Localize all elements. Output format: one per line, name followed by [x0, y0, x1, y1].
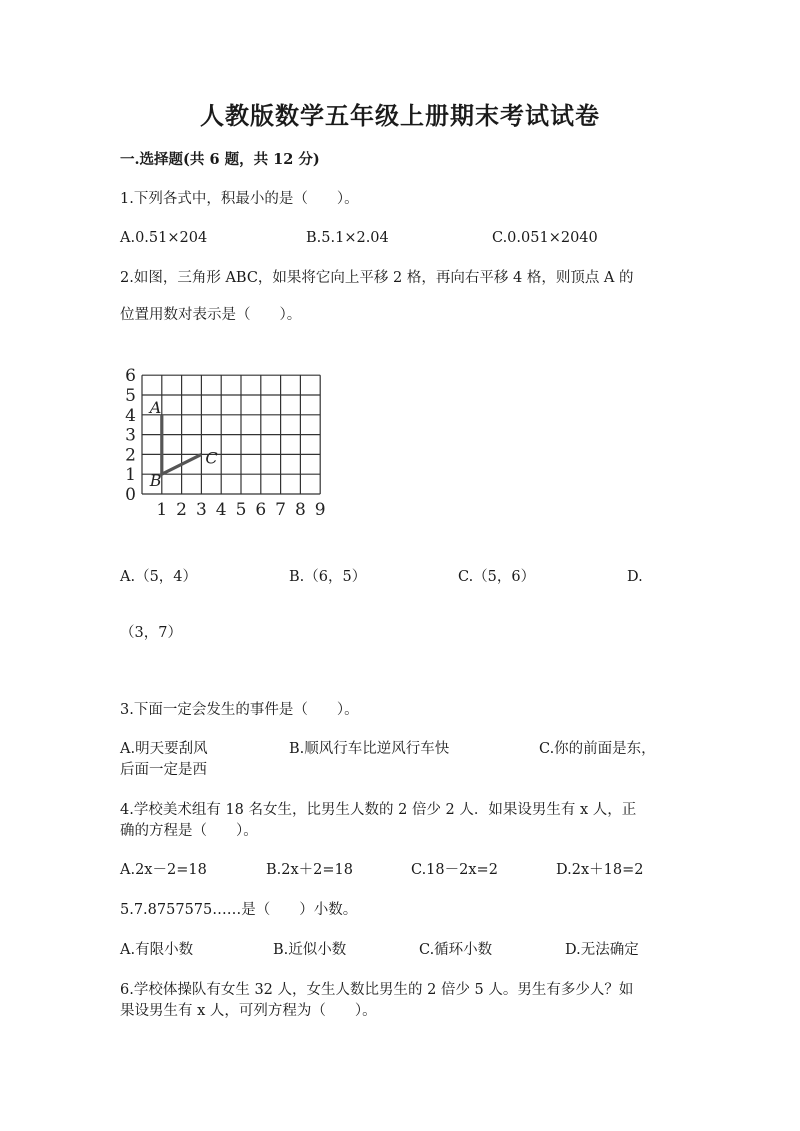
x-tick-label: 6	[255, 500, 267, 520]
q2-option-d-value: （3，7）	[120, 625, 182, 641]
y-tick-label: 2	[125, 445, 136, 466]
question-6-stem-line-1: 6.学校体操队有女生 32 人，女生人数比男生的 2 倍少 5 人。男生有多少人？如	[120, 982, 634, 998]
x-tick-label: 1	[156, 500, 168, 520]
q1-option-a: A.0.51×204	[120, 230, 208, 246]
y-tick-label: 5	[125, 386, 136, 406]
x-tick-label: 5	[235, 500, 247, 520]
y-tick-label: 1	[125, 465, 136, 486]
q1-option-c: C.0.051×2040	[492, 230, 598, 246]
coordinate-grid-figure	[120, 358, 326, 523]
x-tick-label: 7	[275, 500, 287, 520]
question-6-stem-line-2: 果设男生有 x 人，可列方程为（ ）。	[120, 1003, 377, 1019]
question-2-stem-line-2: 位置用数对表示是（ ）。	[120, 307, 302, 323]
question-4-stem-line-1: 4.学校美术组有 18 名女生，比男生人数的 2 倍少 2 人．如果设男生有 x 人，正	[120, 802, 637, 818]
question-2-stem-line-1: 2.如图，三角形 ABC，如果将它向上平移 2 格，再向右平移 4 格，则顶点 A 的	[120, 270, 634, 286]
q3-option-c: C.你的前面是东，	[539, 741, 656, 757]
question-1-stem: 1.下列各式中，积最小的是（ ）。	[120, 191, 359, 207]
vertex-label-b: B	[149, 471, 162, 491]
x-tick-label: 3	[195, 500, 207, 520]
x-tick-label: 4	[215, 500, 227, 520]
q4-option-d: D.2x＋18=2	[556, 862, 644, 878]
q1-option-b: B.5.1×2.04	[306, 230, 389, 246]
y-tick-label: 3	[125, 425, 136, 446]
q4-option-c: C.18－2x=2	[411, 862, 498, 878]
q5-option-b: B.近似小数	[273, 942, 347, 958]
question-5-stem: 5.7.8757575……是（ ）小数。	[120, 902, 358, 918]
vertex-label-a: A	[149, 397, 162, 417]
y-tick-label: 4	[125, 405, 136, 426]
y-tick-label: 6	[125, 366, 136, 387]
q2-option-a: A.（5，4）	[120, 569, 198, 585]
q3-option-c-continued: 后面一定是西	[120, 762, 207, 778]
section-heading: 一.选择题(共 6 题，共 12 分)	[120, 151, 320, 168]
y-tick-label: 0	[125, 485, 136, 505]
question-3-stem: 3.下面一定会发生的事件是（ ）。	[120, 702, 359, 718]
page-title: 人教版数学五年级上册期末考试试卷	[200, 101, 600, 130]
q2-option-c: C.（5，6）	[458, 569, 536, 585]
x-tick-label: 2	[176, 500, 188, 520]
x-tick-label: 9	[314, 500, 326, 520]
q5-option-a: A.有限小数	[120, 942, 194, 958]
q5-option-c: C.循环小数	[419, 942, 493, 958]
q4-option-b: B.2x＋2=18	[266, 862, 353, 878]
q4-option-a: A.2x－2=18	[120, 862, 207, 878]
vertex-label-c: C	[205, 448, 218, 468]
q2-option-d: D.	[627, 569, 643, 585]
q5-option-d: D.无法确定	[565, 942, 639, 958]
question-4-stem-line-2: 确的方程是（ ）。	[120, 823, 258, 839]
q2-option-b: B.（6，5）	[289, 569, 367, 585]
x-tick-label: 8	[294, 500, 306, 520]
q3-option-a: A.明天要刮风	[120, 741, 208, 757]
q3-option-b: B.顺风行车比逆风行车快	[289, 741, 450, 757]
